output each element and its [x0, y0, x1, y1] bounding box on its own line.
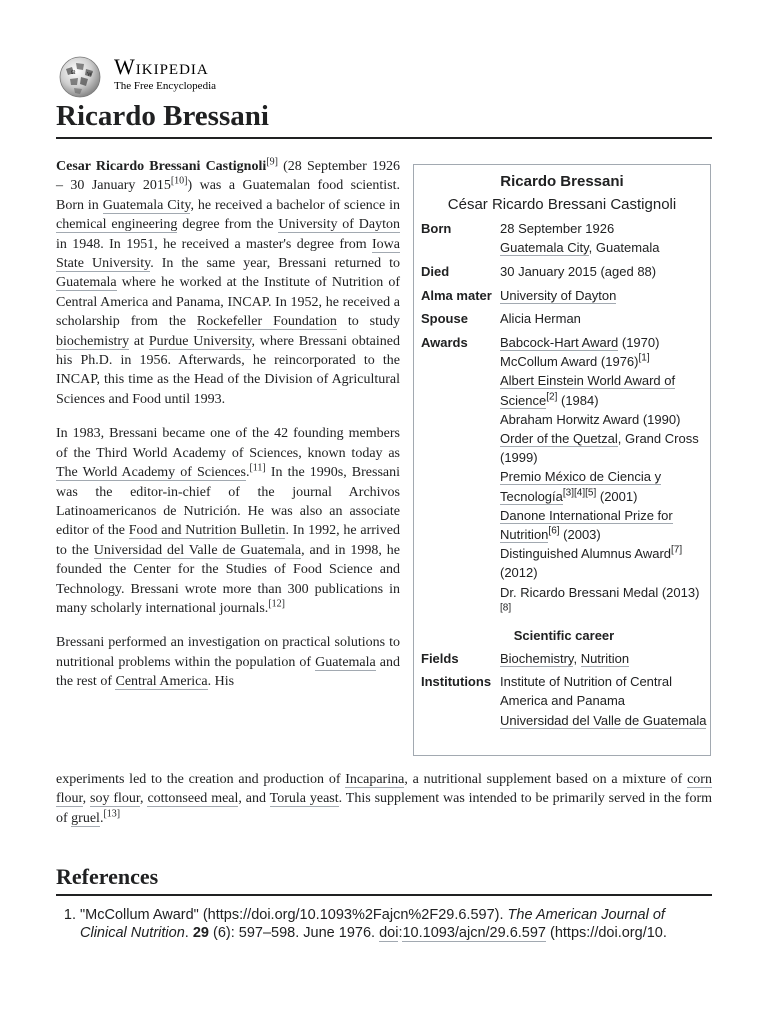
page-title: Ricardo Bressani [56, 96, 712, 139]
text: at [129, 333, 149, 349]
link-einstein-award[interactable]: Albert Einstein World Award of Science [500, 373, 676, 408]
text: . In 1992, he arrived to the [56, 523, 400, 558]
text: degree from the [177, 217, 279, 233]
awards-value [500, 333, 707, 621]
institutions-value [500, 672, 707, 730]
link-food-nutrition-bulletin[interactable]: Food and Nutrition Bulletin [128, 523, 286, 539]
wikipedia-globe-icon[interactable] [56, 55, 104, 99]
text: Bressani performed an investigation on practical solutions to nutritional problems within the population of [56, 635, 400, 670]
cite-award-3-5[interactable]: [3][4][5] [562, 487, 597, 499]
link-incaparina[interactable]: Incaparina [345, 772, 405, 787]
text: . [245, 465, 250, 481]
fields-value [500, 649, 707, 668]
paragraph-3-start [56, 633, 400, 691]
infobox-row-died [421, 262, 707, 281]
reference-item [80, 906, 712, 942]
text: , Grand Cross (1999) [500, 431, 699, 466]
text: (2012) [500, 565, 538, 581]
text: (2001) [596, 488, 638, 504]
cite-12[interactable]: [12] [268, 598, 285, 610]
link-alma-dayton[interactable]: University of Dayton [500, 287, 617, 303]
infobox-rows [421, 219, 707, 734]
link-chemical-engineering[interactable]: chemical engineering [56, 217, 178, 233]
text: (2003) [559, 527, 601, 543]
award-item [500, 544, 707, 582]
cite-award-1[interactable]: [1] [638, 352, 650, 364]
spouse-label: Spouse [421, 311, 468, 327]
wikipedia-tagline: The Free Encyclopedia [114, 80, 217, 92]
text: In the 1990s, Bressani was the editor-in-chief of the journal Archivos Latinoamericanos de Nutrición. He was also an associate editor of the [56, 465, 400, 539]
text: . In the same year, Bressani returned to [150, 256, 400, 272]
text: , [82, 791, 91, 807]
cite-award-6[interactable]: [6] [548, 525, 560, 537]
link-gruel[interactable]: gruel [71, 810, 100, 826]
text: experiments led to the creation and production of [56, 772, 346, 787]
cite-award-7[interactable]: [7] [671, 544, 683, 556]
awards-label: Awards [421, 335, 468, 351]
link-order-quetzal[interactable]: Order of the Quetzal [500, 431, 618, 447]
text: (1970) [618, 335, 660, 351]
award-item [500, 467, 707, 505]
text: (1984) [557, 392, 599, 408]
link-doi[interactable]: 10.1093/ajcn/29.6.597 [402, 925, 546, 941]
alma-mater-value [500, 286, 707, 305]
text: , Guatemala [588, 240, 660, 256]
award-item [500, 429, 707, 467]
link-doi-label[interactable]: doi [379, 925, 399, 941]
text: . His [207, 674, 235, 690]
infobox-row-born [421, 219, 707, 257]
award-item [500, 352, 707, 371]
born-date: 28 September 1926 [500, 221, 615, 236]
born-place [500, 238, 707, 257]
link-field-nutrition[interactable]: Nutrition [580, 650, 630, 666]
text: , [573, 650, 581, 666]
text: In 1983, Bressani became one of the 42 founding members of the Third World Academy of Sciences, known today as [56, 426, 400, 461]
link-twas[interactable]: The World Academy of Sciences [56, 465, 246, 481]
infobox-row-awards [421, 333, 707, 621]
link-torula-yeast[interactable]: Torula yeast [269, 791, 339, 807]
link-guatemala-2[interactable]: Guatemala [315, 654, 376, 670]
paragraph-1 [56, 157, 400, 409]
cite-award-8[interactable]: [8] [500, 602, 512, 614]
references-heading: References [56, 862, 712, 896]
link-cottonseed-meal[interactable]: cottonseed meal [147, 791, 239, 807]
article-body [56, 157, 400, 692]
award-item: Abraham Horwitz Award (1990) [500, 411, 681, 427]
died-label: Died [421, 263, 450, 279]
text: Distinguished Alumnus Award [500, 546, 672, 562]
infobox-subtitle: César Ricardo Bressani Castignoli [447, 196, 677, 213]
fields-label: Fields [421, 650, 459, 666]
infobox-title: Ricardo Bressani [500, 173, 624, 190]
link-corn-flour[interactable]: corn flour [56, 772, 712, 807]
text: (https://doi.org/10. [545, 925, 667, 941]
text: to study [336, 314, 400, 330]
link-field-biochemistry[interactable]: Biochemistry [500, 650, 574, 666]
text: , [140, 791, 148, 807]
cite-11[interactable]: [11] [249, 462, 266, 474]
text: (28 September 1926 – 30 January 2015 [56, 159, 400, 194]
cite-award-2[interactable]: [2] [546, 391, 558, 403]
paragraph-3-continued [56, 770, 712, 828]
link-uvg[interactable]: Universidad del Valle de Guatemala [93, 542, 302, 558]
text: , a nutritional supplement based on a mixture of [404, 772, 688, 787]
died-value: 30 January 2015 (aged 88) [500, 263, 657, 279]
text: . [184, 925, 193, 941]
born-value [500, 219, 707, 257]
infobox-row-institutions [421, 672, 707, 730]
award-item [500, 371, 707, 409]
text: . [99, 810, 104, 826]
alma-mater-label: Alma mater [421, 287, 492, 303]
link-guatemala[interactable]: Guatemala [56, 275, 117, 291]
link-university-of-dayton[interactable]: University of Dayton [278, 217, 401, 233]
wikipedia-header [56, 52, 712, 100]
text: in 1948. In 1951, he received a master's degree from [56, 236, 372, 252]
cite-9[interactable]: [9] [266, 156, 278, 168]
text: ) was a Guatemalan food scientist. Born in [56, 178, 401, 213]
link-premio-mexico[interactable]: Premio México de Ciencia y Tecnología [500, 469, 662, 504]
institution-item [500, 711, 707, 730]
text: Dr. Ricardo Bressani Medal (2013) [500, 584, 700, 600]
link-iowa-state[interactable]: Iowa State University [56, 236, 400, 272]
link-guatemala-city[interactable]: Guatemala City [102, 197, 191, 213]
text: and the rest of [56, 654, 401, 690]
text: , where Bressani obtained his Ph.D. in 1956. Afterwards, he reincorporated to the INCAP, this time as the Head of the Division of Agricultural Sciences and Food until 1993. [56, 333, 400, 407]
text: , and [238, 791, 270, 807]
spouse-value: Alicia Herman [500, 311, 581, 327]
wikipedia-wordmark[interactable]: Wikipedia [114, 54, 209, 79]
link-born-guatemala-city[interactable]: Guatemala City [500, 240, 589, 256]
journal-title: The American Journal of Clinical Nutrition [80, 907, 665, 941]
award-item [500, 333, 707, 352]
svg-text:Ω: Ω [71, 70, 76, 76]
born-label: Born [421, 221, 452, 236]
infobox-row-spouse [421, 309, 707, 328]
link-central-america[interactable]: Central America [115, 674, 208, 690]
infobox [413, 164, 711, 756]
award-item [500, 583, 707, 621]
text: where he worked at the Institute of Nutrition of Central America and Panama, INCAP. In 1952, he received a scholarship from the [56, 275, 400, 330]
text: , he received a bachelor of science in [190, 197, 400, 213]
infobox-row-alma-mater [421, 286, 707, 305]
link-rockefeller[interactable]: Rockefeller Foundation [196, 314, 337, 330]
career-header: Scientific career [513, 627, 615, 643]
institutions-label: Institutions [421, 674, 492, 690]
svg-text:W: W [87, 72, 93, 78]
text: (6): 597–598. June 1976. [208, 925, 380, 941]
paragraph-2 [56, 424, 400, 618]
text: . This supplement was intended to be primarily served in the form of [56, 791, 713, 826]
award-item [500, 506, 707, 544]
link-biochemistry[interactable]: biochemistry [56, 333, 130, 349]
text: McCollum Award (1976) [500, 354, 639, 370]
text: "McCollum Award" (https://doi.org/10.1093%2Fajcn%2F29.6.597). [80, 907, 508, 923]
institution-item: Institute of Nutrition of Central America and Panama [500, 674, 672, 709]
cite-13[interactable]: [13] [103, 808, 121, 820]
link-babcock-hart[interactable]: Babcock-Hart Award [500, 335, 619, 351]
link-danone-prize[interactable]: Danone International Prize for Nutrition [500, 507, 673, 543]
link-soy-flour[interactable]: soy flour [90, 791, 141, 807]
volume: 29 [192, 925, 209, 941]
link-purdue[interactable]: Purdue University [148, 333, 252, 349]
text: : [398, 925, 403, 941]
cite-10[interactable]: [10] [170, 175, 188, 187]
infobox-row-fields [421, 649, 707, 668]
subject-name: Cesar Ricardo Bressani Castignoli [56, 159, 267, 174]
references-list [56, 906, 712, 942]
link-inst-uvg[interactable]: Universidad del Valle de Guatemala [500, 712, 707, 728]
text: , and in 1998, he founded the Center for the Studies of Food Science and Technology. Bressani wrote more than 300 publications in many scholarly international journals. [56, 542, 400, 616]
